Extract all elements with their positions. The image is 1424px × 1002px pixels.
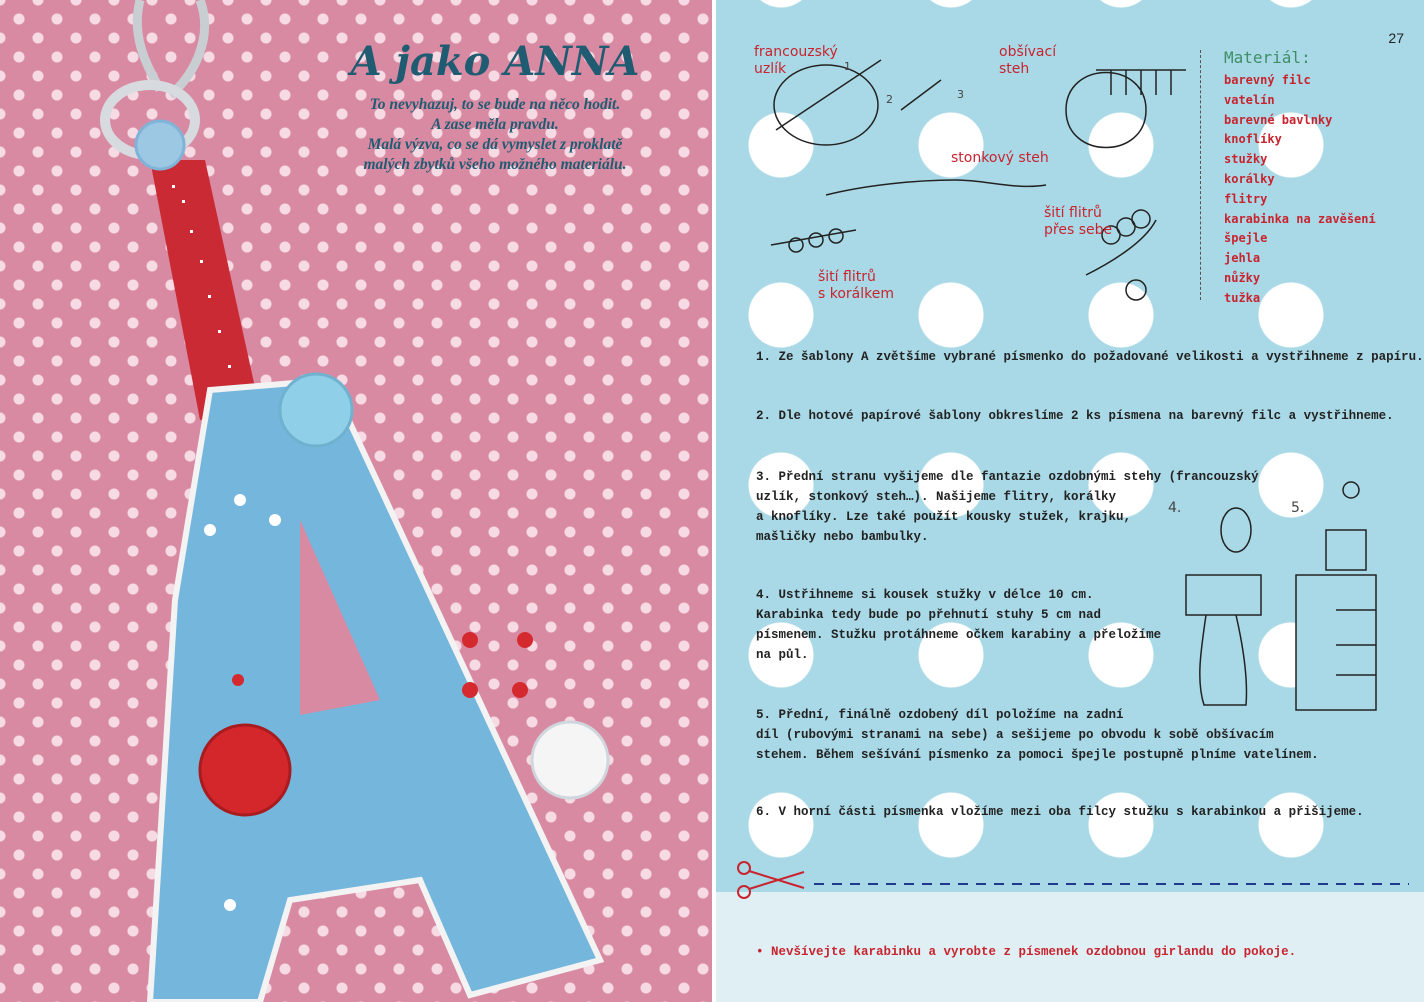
material-item: barevný filc xyxy=(1224,73,1311,87)
step-2 xyxy=(756,406,1394,426)
cut-line xyxy=(734,860,1414,900)
diagram-number-3: 3 xyxy=(957,88,964,101)
step-line: písmenem. Stužku protáhneme očkem karabiny a přeložíme xyxy=(756,628,1162,642)
title-block xyxy=(300,38,690,175)
intro-line: malých zbytků všeho možného materiálu. xyxy=(363,156,627,173)
needle-2 xyxy=(901,80,941,110)
material-item: vatelín xyxy=(1224,92,1275,107)
label-line: uzlík xyxy=(754,61,787,77)
material-item: flitry xyxy=(1224,191,1268,206)
label-line: šití flitrů xyxy=(818,269,876,285)
step-line: na půl. xyxy=(756,648,809,662)
material-item: špejle xyxy=(1224,231,1268,246)
diagram-number-1: 1 xyxy=(844,60,851,73)
material-divider xyxy=(1200,50,1201,300)
step-line: Karabinka tedy bude po přehnutí stuhy 5 cm nad xyxy=(756,608,1102,622)
page-title: A jako ANNA xyxy=(350,38,640,85)
step-line: 3. Přední stranu vyšijeme dle fantazie ozdobnými stehy (francouzský xyxy=(756,470,1259,484)
material-item: tužka xyxy=(1224,290,1261,305)
ribbon-tail-drawing xyxy=(1200,615,1247,705)
tip-text: • Nevšívejte karabinku a vyrobte z písmenek ozdobnou girlandu do pokoje. xyxy=(756,945,1297,959)
figure-4-label: 4. xyxy=(1168,500,1182,516)
step-line: stehem. Během sešívání písmenko za pomoci špejle postupně plníme vatelínem. xyxy=(756,748,1319,762)
material-item: barevné bavlnky xyxy=(1224,112,1333,127)
red-ribbon xyxy=(150,160,260,420)
label-sequins-bead xyxy=(818,269,894,303)
step-line: mašličky nebo bambulky. xyxy=(756,530,929,544)
intro-line: A zase měla pravdu. xyxy=(431,116,559,133)
label-line: steh xyxy=(999,61,1030,77)
intro-text xyxy=(300,95,690,175)
figure-5-label: 5. xyxy=(1291,500,1305,516)
diagram-number-2: 2 xyxy=(886,93,893,106)
label-line: přes sebe xyxy=(1044,222,1113,238)
step-line: a knoflíky. Lze také použít kousky stužek, krajku, xyxy=(756,510,1132,524)
red-button xyxy=(200,725,290,815)
assembly-diagrams xyxy=(1166,480,1396,720)
step-line: 6. V horní části písmenka vložíme mezi oba filcy stužku s karabinkou a přišijeme. xyxy=(756,805,1364,819)
step-line: 4. Ustřihneme si kousek stužky v délce 10 cm. xyxy=(756,588,1094,602)
top-button xyxy=(280,374,352,446)
page-number: 27 xyxy=(1388,30,1404,46)
step-line: 1. Ze šablony A zvětšíme vybrané písmenko do požadované velikosti a vystřihneme z papíru. xyxy=(756,350,1424,364)
label-line: obšívací xyxy=(999,44,1057,60)
step-line: díl (rubovými stranami na sebe) a sešijeme po obvodu k sobě obšívacím xyxy=(756,728,1274,742)
step-4 xyxy=(756,585,1161,665)
material-item: knoflíky xyxy=(1224,132,1282,147)
step-line: uzlík, stonkový steh…). Našijeme flitry, korálky xyxy=(756,490,1117,504)
intro-line: Malá výzva, co se dá vymyslet z proklatě xyxy=(367,136,623,153)
material-item: stužky xyxy=(1224,152,1268,167)
step-line: 2. Dle hotové papírové šablony obkreslíme 2 ks písmena na barevný filc a vystřihneme. xyxy=(756,409,1394,423)
felt-e-drawing xyxy=(1296,575,1376,710)
label-french-knot xyxy=(754,44,838,78)
step-6 xyxy=(756,802,1364,822)
label-line: s korálkem xyxy=(818,286,895,302)
material-heading: Materiál: xyxy=(1224,48,1311,67)
ribbon-loop-drawing xyxy=(1186,575,1261,615)
white-button xyxy=(532,722,608,798)
material-item: karabinka na zavěšení xyxy=(1224,211,1376,226)
material-list xyxy=(1224,48,1376,309)
right-page xyxy=(716,0,1424,1002)
intro-line: To nevyhazuj, to se bude na něco hodit. xyxy=(369,96,621,113)
label-stem-stitch: stonkový steh xyxy=(951,150,1049,166)
stem-stitch-diagram xyxy=(826,180,1046,195)
step-line: 5. Přední, finálně ozdobený díl položíme na zadní xyxy=(756,708,1124,722)
material-item: nůžky xyxy=(1224,270,1261,285)
scissors-icon xyxy=(738,862,804,898)
label-overcast xyxy=(999,44,1056,78)
flower-button xyxy=(136,121,184,169)
step-1 xyxy=(756,347,1424,367)
clasp-drawing xyxy=(1221,508,1251,552)
label-sequins-overlap xyxy=(1044,205,1112,239)
label-line: francouzský xyxy=(754,44,838,60)
material-item: jehla xyxy=(1224,251,1261,266)
label-line: šití flitrů xyxy=(1044,205,1102,221)
overcast-diagram xyxy=(1066,73,1146,148)
material-item: korálky xyxy=(1224,171,1275,186)
